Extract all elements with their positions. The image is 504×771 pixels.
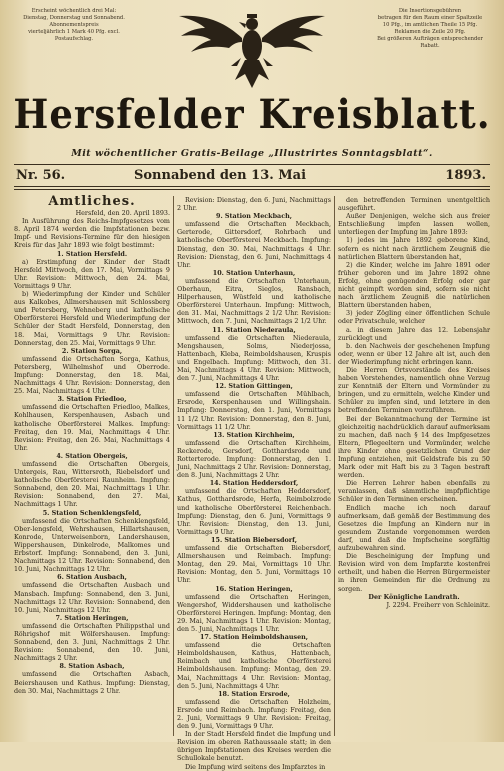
divider: [14, 189, 490, 190]
newspaper-subtitle: Mit wöchentlicher Gratis-Beilage „Illustrirtes Sonntagsblatt“.: [71, 148, 433, 159]
article-paragraph: umfassend die Ortschaften Sorga, Kathus, Petersberg, Wilhelmshof und Oberrode. Impfung: Donnerstag, den 18. Mai, Nachmittags 4 Uhr. Revision: Donnerstag, den 25. Mai, Nachmittags 4 Uhr.: [14, 354, 170, 396]
article-paragraph: umfassend die Ortschaften Heimboldshausen, Kathus, Hattenbach, Reimbach und katholische Oberförsterei Heimboldshausen. Impfung: Montag, den 29. Mai, Nachmittags 4 Uhr. Revision: Montag, den 5. Juni, Nachmittags 4 Uhr.: [177, 641, 331, 690]
article-paragraph: umfassend die Ortschaften Philippsthal und Röhrigshof mit Wölfershausen. Impfung: Sonnabend, den 3. Juni, Nachmittags 2 Uhr. Revision: Sonnabend, den 10. Juni, Nachmittags 2 Uhr.: [14, 621, 170, 663]
section-subheading: 15. Station Biebersdorf,: [211, 535, 297, 544]
section-subheading: 16. Station Heringen,: [215, 584, 293, 593]
article-paragraph: 2) die Kinder, welche im Jahre 1891 oder früher geboren und im Jahre 1892 ohne Erfolg, ohne genügenden Erfolg oder gar nicht geimpft worden sind, sofern sie nicht nach ärztlichem Zeugniß die natürlichen Blattern überstanden haben,: [338, 260, 490, 310]
issue-date: Sonnabend den 13. Mai: [134, 168, 307, 183]
advertising-rates: Die Insertionsgebühren betragen für den Raum einer Spaltzeile 10 Pfg., im amtlichen Theile 15 Pfg. Reklamen die Zeile 20 Pfg. Bei größeren Aufträgen entsprechender Rabatt.: [377, 8, 483, 49]
section-subheading: 5. Station Schenklengsfeld,: [42, 508, 142, 517]
issue-number: Nr. 56.: [16, 168, 66, 183]
article-paragraph: In der Stadt Hersfeld findet die Impfung und Revision im oberen Rathaussaale statt; in den übrigen Impfstationen des Kreises werden die Schullokale benutzt.: [177, 730, 331, 763]
article-paragraph: umfassend die Ortschaften Holzheim, Ersrode und Reimbach. Impfung: Freitag, den 2. Juni, Vormittags 9 Uhr. Revision: Freitag, den 9. Juni, Vormittags 9 Uhr.: [177, 697, 331, 731]
article-paragraph: a. in diesem Jahre das 12. Lebensjahr zurücklegt und: [338, 325, 490, 342]
article-paragraph: umfassend die Ortschaften Niederaula, Mengshausen, Solms, Niederjossa, Hattenbach, Kleba, Reimboldshausen, Kruspis und Engelbach. Impfung: Mittwoch, den 31. Mai, Nachmittags 4 Uhr. Revision: Mittwoch, den 7. Juni, Nachmittags 4 Uhr.: [177, 333, 331, 383]
article-paragraph: a) Erstimpfung der Kinder der Stadt Hersfeld Mittwoch, den 17. Mai, Vormittags 9 Uhr. Revision: Mittwoch, den 24. Mai, Vormittags 9 Uhr.: [14, 257, 170, 290]
article-paragraph: umfassend die Ortschaften Unterhaun, Oberhaun, Eitra, Sieglos, Ransbach, Hilperhausen, Wüstfeld und katholische Oberförsterei Unterhaun. Impfung: Mittwoch, den 31. Mai, Nachmittags 2 1/2 Uhr. Revision: Mittwoch, den 7. Juni, Nachmittags 2 1/2 Uhr.: [177, 276, 331, 326]
section-subheading: 4. Station Obergeis,: [56, 451, 128, 460]
section-subheading: 14. Station Heddersdorf,: [209, 479, 299, 488]
article-paragraph: umfassend die Ortschaften Meckbach, Gerterode, Gittersdorf, Rohrbach und katholische Oberförsterei Meckbach. Impfung: Dienstag, den 30. Mai, Nachmittags 4 Uhr. Revision: Dienstag, den 6. Juni, Nachmittags 4 Uhr.: [177, 220, 331, 269]
article-paragraph: umfassend die Ortschaften Asbach, Beiershausen und Kathus. Impfung: Dienstag, den 30. Mai, Nachmittags 2 Uhr.: [14, 670, 170, 695]
article-paragraph: umfassend die Ortschaften Biebersdorf, Allmershausen und Reimbach. Impfung: Montag, den 29. Mai, Vormittags 10 Uhr. Revision: Montag, den 5. Juni, Vormittags 10 Uhr.: [177, 544, 331, 585]
article-paragraph: umfassend die Ortschaften Ausbach und Mansbach. Impfung: Sonnabend, den 3. Juni, Nachmittags 12 Uhr. Revision: Sonnabend, den 10. Juni, Nachmittags 12 Uhr.: [14, 581, 170, 614]
article-paragraph: 3) jeder Zögling einer öffentlichen Schule oder Privatschule, welcher: [338, 309, 490, 326]
issue-dateline: [14, 166, 490, 186]
section-subheading: 8. Station Asbach,: [59, 662, 125, 671]
column-3: [334, 196, 490, 736]
column-2: [173, 196, 332, 771]
article-paragraph: 1) jedes im Jahre 1892 geborene Kind, sofern es nicht nach ärztlichem Zeugniß die natürlichen Blattern überstanden hat,: [338, 236, 490, 261]
section-subheading: 13. Station Kirchheim,: [213, 430, 295, 439]
article-columns: [14, 194, 490, 771]
article-paragraph: Bei der Bekanntmachung der Termine ist gleichzeitig nachdrücklich darauf aufmerksam zu machen, daß nach § 14 des Impfgesetzes Eltern, Pflegeeltern und Vormünder, welche ihre Kinder ohne gesetzlichen Grund der Impfung entziehen, mit Geldstrafe bis zu 50 Mark oder mit Haft bis zu 3 Tagen bestraft werden.: [338, 414, 490, 480]
section-subheading: 2. Station Sorga,: [61, 346, 123, 355]
section-subheading: 9. Station Meckbach,: [216, 212, 292, 221]
article-paragraph: b. den Nachweis der geschehenen Impfung oder, wenn er über 12 Jahre alt ist, auch den der Wiederimpfung nicht erbringen kann.: [338, 341, 490, 366]
article-paragraph: Außer Denjenigen, welche sich aus freier Entschließung impfen lassen wollen, unterliegen der Impfung im Jahre 1893:: [338, 212, 490, 237]
article-paragraph: Revision: Dienstag, den 6. Juni, Nachmittags 2 Uhr.: [177, 196, 331, 213]
article-paragraph: umfassend die Ortschaften Schenklengsfeld, Ober-lengsfeld, Wehrshausen, Hillartshausen, Konrode, Unterweisenborn, Landershausen, Wippershausen, Dinkelrode, Malkomes und Erbstorf. Impfung: Sonnabend, den 3. Juni, Nachmittags 12 Uhr. Revision: Sonnabend, den 10. Juni, Nachmittags 12 Uhr.: [14, 516, 170, 574]
divider: [14, 164, 490, 165]
section-subheading: 6. Station Ausbach,: [57, 573, 127, 582]
article-paragraph: Die Bescheinigung der Impfung und Revision wird von dem Impfarzte kostenfrei ertheilt, und haben die Herren Bürgermeister in ihren Gemeinden für die Ordnung zu sorgen.: [338, 552, 490, 593]
issue-year: 1893.: [445, 168, 486, 183]
article-paragraph: b) Wiederimpfung der Kinder und Schüler aus Kalkobes, Allmershausen mit Schlossberg und Petersberg, Wehneberg und katholische Oberförsterei Hersfeld und Wiederimpfung der Schüler der Stadt Hersfeld, Donnerstag, den 18. Mai, Vormittags 9 Uhr. Revision: Donnerstag, den 25. Mai, Vormittags 9 Uhr.: [14, 290, 170, 347]
column-1: [14, 196, 170, 736]
article-paragraph: J. 2294. Freiherr von Schleinitz.: [386, 600, 490, 609]
section-subheading: 3. Station Friedloo,: [57, 395, 127, 404]
article-paragraph: den betreffenden Terminen unentgeltlich ausgeführt.: [338, 196, 490, 213]
article-paragraph: umfassend die Ortschaften Heringen, Wengershof, Widdershausen und katholische Oberförsterei Heringen. Impfung: Montag, den 29. Mai, Nachmittags 1 Uhr. Revision: Montag, den 5. Juni, Nachmittags 1 Uhr.: [177, 592, 331, 633]
article-paragraph: umfassend die Ortschaften Obergeis, Untergeis, Rau, Wittersroth, Riebelsdorf und katholische Oberförsterei Raunheim. Impfung: Sonnabend, den 20. Mai, Nachmittags 1 Uhr. Revision: Sonnabend, den 27. Mai, Nachmittags 1 Uhr.: [14, 460, 170, 509]
article-paragraph: Hersfeld, den 20. April 1893.: [75, 209, 170, 218]
section-subheading: 1. Station Hersfeld.: [56, 249, 128, 258]
section-subheading: Der Königliche Landrath.: [368, 592, 460, 601]
newspaper-title: Hersfelder Kreisblatt.: [13, 90, 491, 138]
article-paragraph: Die Herren Lehrer haben ebenfalls zu veranlassen, daß sämmtliche impfpflichtige Schüler in den Terminen erscheinen.: [338, 479, 490, 504]
section-heading: Amtliches.: [48, 194, 136, 209]
article-paragraph: umfassend die Ortschaften Mühlbach, Ersrode, Kerspenhausen und Willingshain. Impfung: Donnerstag, den 1. Juni, Vormittags 11 1/2 Uhr. Revision: Donnerstag, den 8. Juni, Vormittags 11 1/2 Uhr.: [177, 390, 331, 431]
divider: [14, 186, 490, 187]
section-subheading: 17. Station Heimboldshausen,: [199, 633, 309, 642]
article-paragraph: umfassend die Ortschaften Friedloo, Malkes, Kohlhausen, Kerspenhausen, Asbach und katholische Oberförsterei Malkes. Impfung: Freitag, den 19. Mai, Nachmittags 4 Uhr. Revision: Freitag, den 26. Mai, Nachmittags 4 Uhr.: [14, 403, 170, 452]
article-paragraph: umfassend die Ortschaften Kirchheim, Reckerode, Gersdorf, Gotthardsrode und Rotterterode. Impfung: Donnerstag, den 1. Juni, Nachmittags 2 Uhr. Revision: Donnerstag, den 8. Juni, Nachmittags 2 Uhr.: [177, 438, 332, 480]
section-subheading: 7. Station Heringen,: [55, 613, 129, 622]
article-paragraph: umfassend die Ortschaften Heddersdorf, Kathus, Gotthardsrode, Herfa, Reimbolzrode und katholische Oberförsterei Reichenbach. Impfung: Dienstag, den 6. Juni, Vormittags 9 Uhr. Revision: Dienstag, den 13. Juni, Vormittags 9 Uhr.: [177, 487, 331, 536]
article-paragraph: Die Impfung wird seitens des Impfarztes in: [185, 762, 326, 771]
eagle-emblem-icon: [175, 2, 329, 94]
article-paragraph: Endlich mache ich noch darauf aufmerksam, daß gemäß der Bestimmung des Gesetzes die Impfung an Kindern nur in gesundem Zustande vorgenommen werden darf, und daß die Impfscheine sorgfältig aufzubewahren sind.: [338, 503, 490, 553]
article-paragraph: Die Herren Ortsvorstände des Kreises haben Vorstehendes, namentlich ohne Verzug zur Kenntniß der Eltern und Vormünder zu bringen, und zu ermitteln, welche Kinder und Schüler zu impfen sind, und letztere in den betreffenden Terminen vorzuführen.: [338, 365, 490, 415]
section-subheading: 12. Station Gittingen,: [215, 382, 293, 391]
section-subheading: 10. Station Unterhaun,: [212, 268, 296, 277]
section-subheading: 18. Station Ersrode,: [218, 689, 290, 698]
section-subheading: 11. Station Niederaula,: [212, 325, 296, 334]
subscription-info: Erscheint wöchentlich drei Mal: Dienstag, Donnerstag und Sonnabend. Abonnementspreis vierteljährlich 1 Mark 40 Pfg. excl. Postaufschlag.: [23, 8, 125, 42]
article-paragraph: In Ausführung des Reichs-Impfgesetzes vom 8. April 1874 werden die Impfstationen bezw. Impf- und Revisions-Termine für den hiesigen Kreis für das Jahr 1893 wie folgt bestimmt:: [14, 217, 170, 250]
